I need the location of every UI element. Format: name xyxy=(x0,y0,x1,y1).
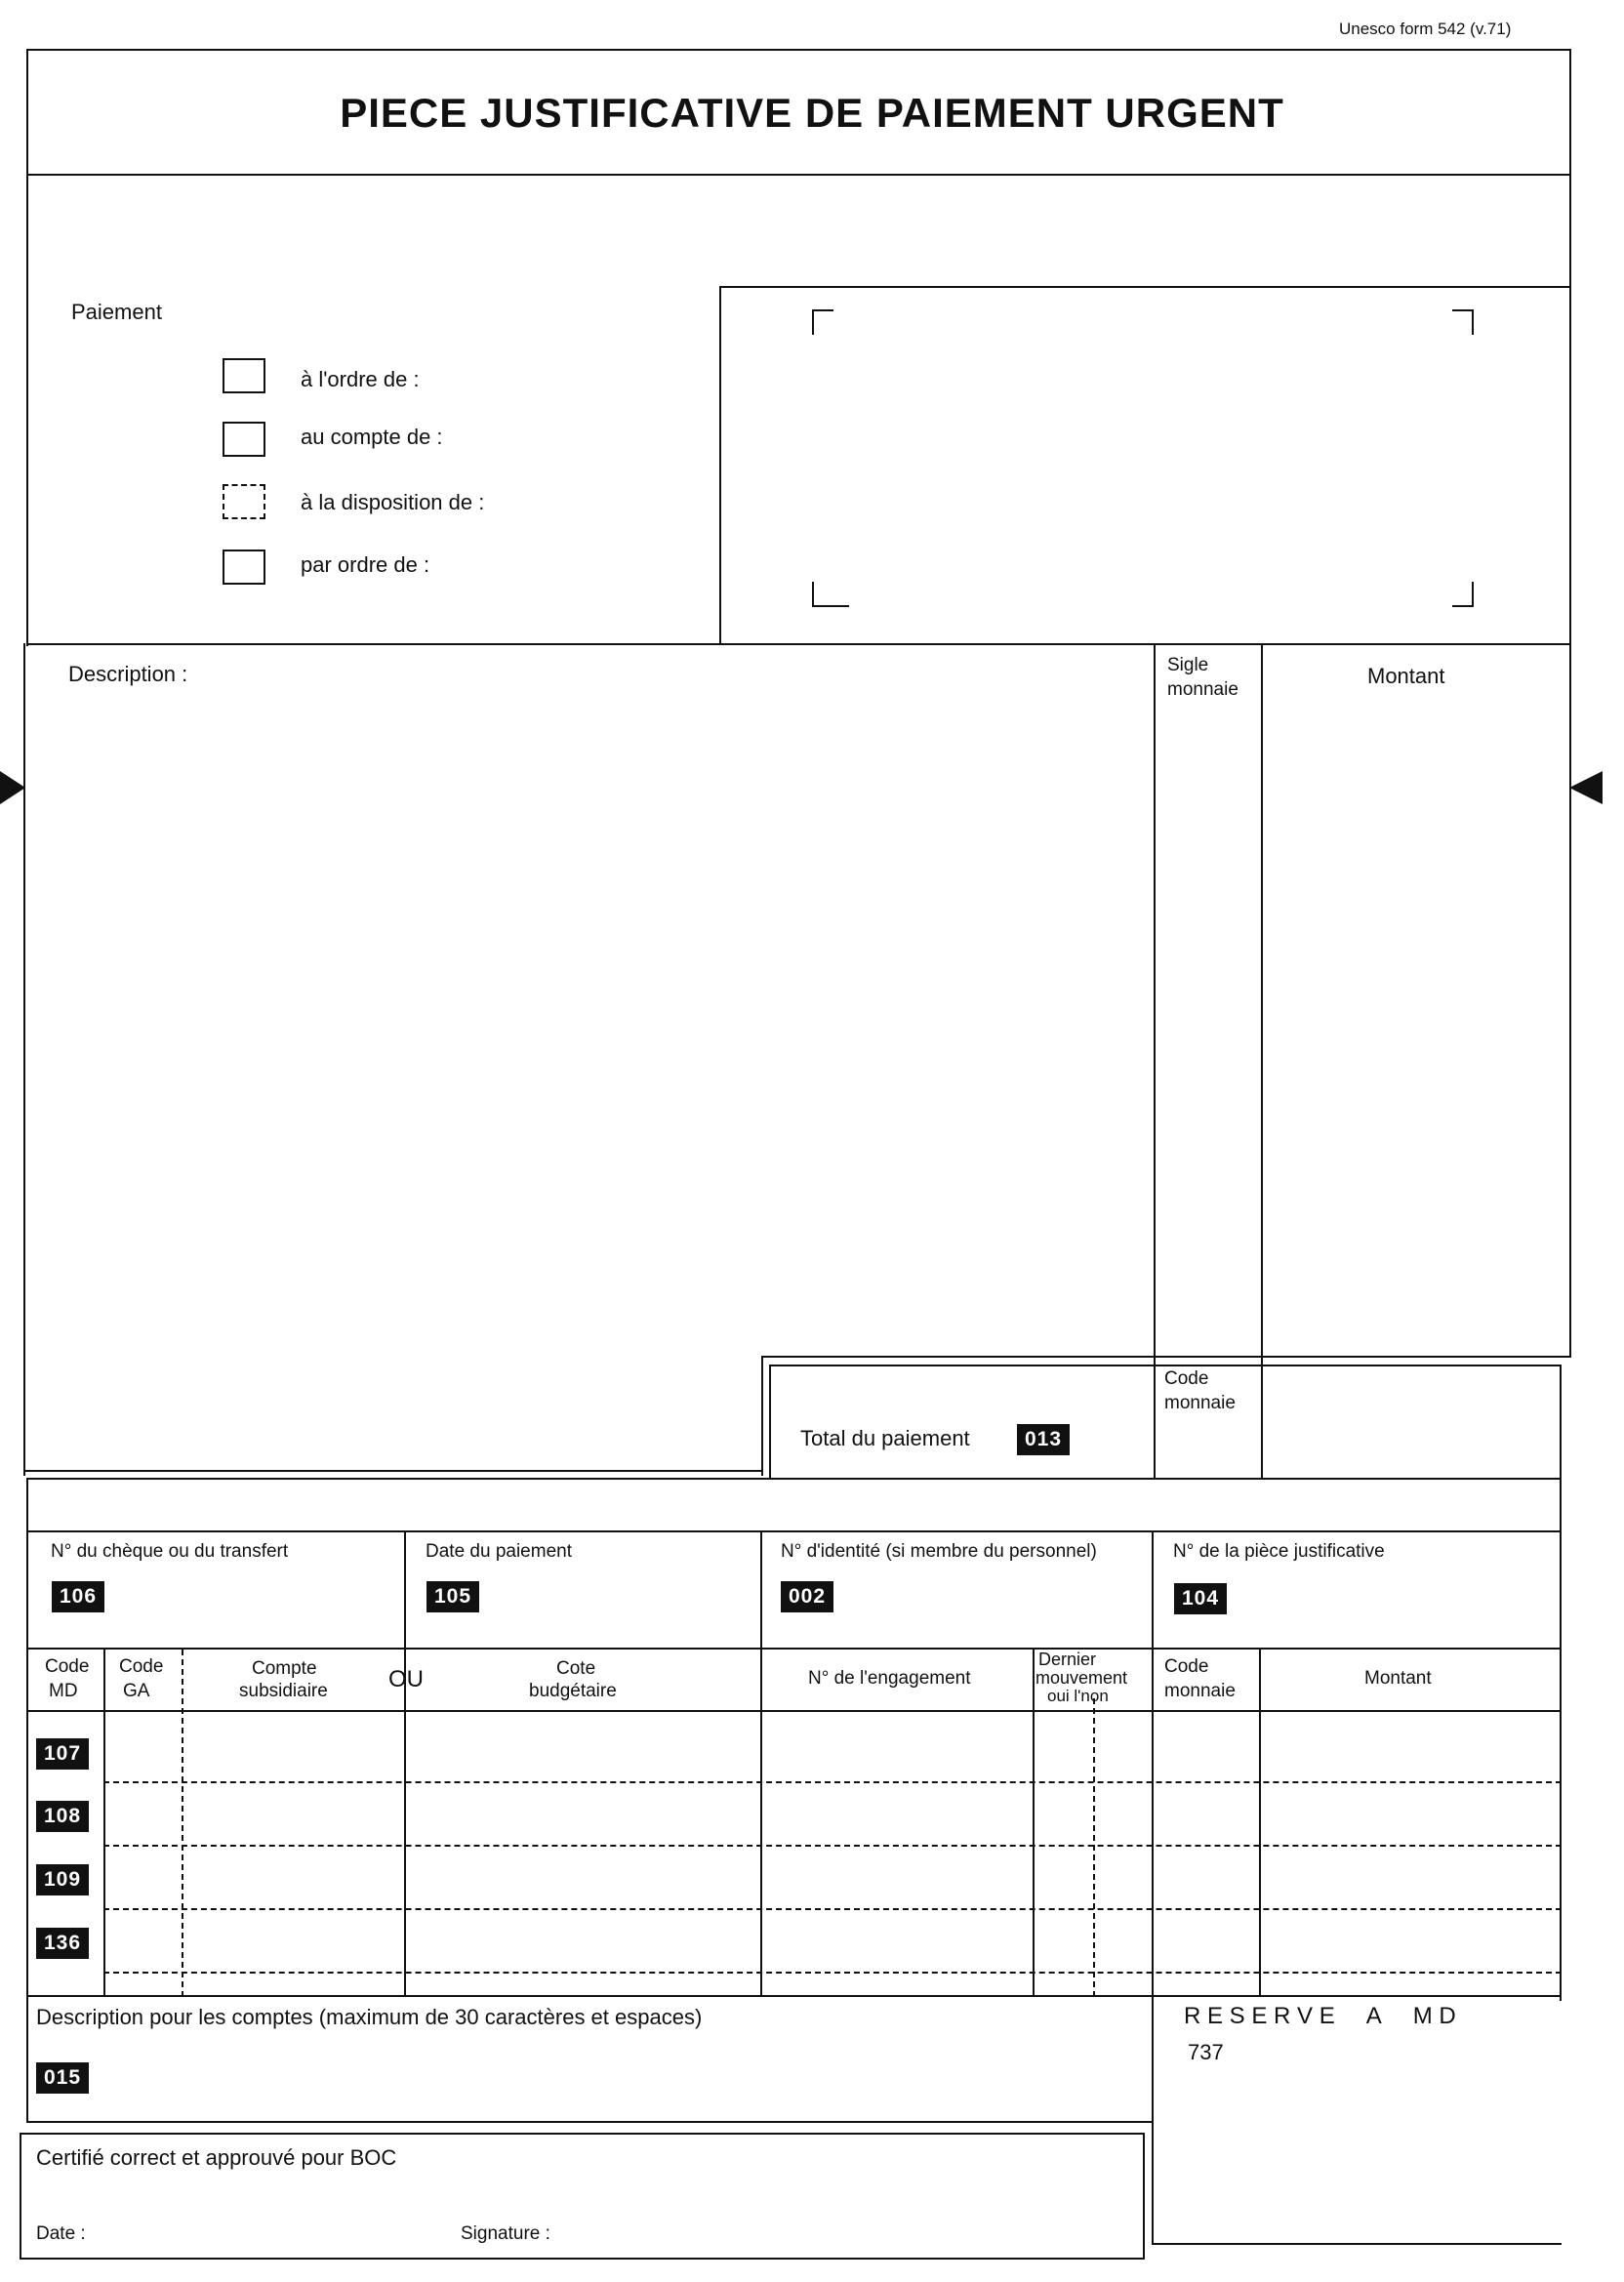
h-compte-2: subsidiaire xyxy=(239,1681,328,1701)
row-line-4 xyxy=(103,1972,1562,1974)
signature-field-label: Signature : xyxy=(461,2223,550,2244)
frame-right xyxy=(1569,49,1571,1357)
par-ordre-checkbox[interactable] xyxy=(223,550,265,585)
approval-top xyxy=(20,2133,1145,2135)
h-ou: OU xyxy=(388,1666,424,1692)
accounts-bottom xyxy=(26,2121,1152,2123)
col-line-414 xyxy=(404,1530,406,1997)
payment-divider xyxy=(26,643,1571,645)
h-montant: Montant xyxy=(1364,1668,1432,1689)
approval-bottom xyxy=(20,2258,1145,2260)
frame-top xyxy=(26,49,1571,51)
address-corner-bl xyxy=(812,582,849,607)
col-dash-186 xyxy=(182,1650,183,1997)
h-cote-2: budgétaire xyxy=(529,1681,617,1701)
col-line-1290 xyxy=(1259,1648,1261,1997)
h-engagement: N° de l'engagement xyxy=(808,1668,971,1689)
lower-top-line xyxy=(26,1478,1562,1480)
h-dernier-1: Dernier xyxy=(1038,1650,1097,1669)
address-corner-tl xyxy=(812,309,833,335)
code-monnaie-label-1: Code xyxy=(1164,1368,1209,1389)
title-divider xyxy=(26,174,1571,176)
reserve-left xyxy=(1152,1995,1154,2245)
h-code-md-2: MD xyxy=(49,1681,78,1701)
date-field-label: Date : xyxy=(36,2223,86,2244)
approval-left xyxy=(20,2133,21,2260)
h-cote-1: Cote xyxy=(556,1658,596,1679)
total-label: Total du paiement xyxy=(800,1426,970,1450)
address-box-top xyxy=(719,286,1571,288)
par-ordre-label: par ordre de : xyxy=(301,552,430,577)
col-line-106 xyxy=(103,1648,105,1997)
ordre-label: à l'ordre de : xyxy=(301,367,420,391)
row-code-136: 136 xyxy=(36,1928,89,1959)
sigle-col-line xyxy=(1154,643,1156,1479)
h-dernier-3: oui l'non xyxy=(1047,1687,1109,1705)
cheque-code: 106 xyxy=(52,1581,104,1612)
ordre-checkbox[interactable] xyxy=(223,358,265,393)
payment-label: Paiement xyxy=(71,300,162,324)
identite-label: N° d'identité (si membre du personnel) xyxy=(781,1541,1097,1562)
right-arrow-icon xyxy=(1569,771,1603,804)
sigle-label-2: monnaie xyxy=(1167,679,1238,700)
row-code-109: 109 xyxy=(36,1864,89,1895)
address-corner-tr xyxy=(1452,309,1474,335)
h-code-ga-1: Code xyxy=(119,1656,164,1677)
montant-col-line xyxy=(1261,643,1263,1479)
compte-label: au compte de : xyxy=(301,425,443,449)
h-code-ga-2: GA xyxy=(123,1681,150,1701)
date-label: Date du paiement xyxy=(426,1541,572,1562)
sigle-label-1: Sigle xyxy=(1167,655,1209,675)
frame-left-mid xyxy=(23,643,25,1476)
disposition-label: à la disposition de : xyxy=(301,490,485,514)
col-line-779 xyxy=(760,1530,762,1997)
description-bottom xyxy=(23,1470,763,1472)
h-code-monnaie-2: monnaie xyxy=(1164,1681,1236,1701)
accounts-label: Description pour les comptes (maximum de 30 caractères et espaces) xyxy=(36,2005,703,2029)
table-right-inner xyxy=(1560,1365,1562,2001)
row-code-108: 108 xyxy=(36,1801,89,1832)
description-label: Description : xyxy=(68,662,188,686)
reserve-label: R E S E R V E A M D xyxy=(1184,2003,1456,2029)
form-id: Unesco form 542 (v.71) xyxy=(1339,20,1512,38)
accounts-code: 015 xyxy=(36,2062,89,2094)
total-code: 013 xyxy=(1017,1424,1070,1455)
compte-checkbox[interactable] xyxy=(223,422,265,457)
approval-right xyxy=(1143,2133,1145,2260)
col-line-1180 xyxy=(1152,1530,1154,1997)
date-code: 105 xyxy=(426,1581,479,1612)
row-line-3 xyxy=(103,1908,1562,1910)
h-code-md-1: Code xyxy=(45,1656,90,1677)
cheque-label: N° du chèque ou du transfert xyxy=(51,1541,289,1562)
h-dernier-2: mouvement xyxy=(1035,1668,1128,1688)
total-box-top-inner xyxy=(769,1365,1562,1366)
h-compte-1: Compte xyxy=(252,1658,317,1679)
frame-left-top xyxy=(26,49,28,646)
row-line-1 xyxy=(103,1781,1562,1783)
h-code-monnaie-1: Code xyxy=(1164,1656,1209,1677)
left-arrow-icon xyxy=(0,771,25,804)
reserve-bottom xyxy=(1152,2243,1562,2245)
table-bottom xyxy=(26,1995,1562,1997)
approval-label: Certifié correct et approuvé pour BOC xyxy=(36,2145,397,2170)
montant-label: Montant xyxy=(1367,664,1445,688)
ids-top-line xyxy=(26,1530,1562,1532)
lower-left-line xyxy=(26,1478,28,2122)
row-code-107: 107 xyxy=(36,1738,89,1770)
address-box-left xyxy=(719,286,721,644)
row-line-2 xyxy=(103,1845,1562,1847)
address-corner-br xyxy=(1452,582,1474,607)
disposition-checkbox[interactable] xyxy=(223,484,265,519)
page-title: PIECE JUSTIFICATIVE DE PAIEMENT URGENT xyxy=(340,90,1284,136)
reserve-number: 737 xyxy=(1188,2040,1224,2064)
piece-label: N° de la pièce justificative xyxy=(1173,1541,1385,1562)
total-box-top-outer xyxy=(761,1356,1571,1358)
col-line-1058 xyxy=(1033,1648,1035,1997)
identite-code: 002 xyxy=(781,1581,833,1612)
table-header-bottom xyxy=(26,1710,1562,1712)
total-box-left xyxy=(761,1356,763,1476)
col-dash-1120 xyxy=(1093,1698,1095,1997)
table-header-top xyxy=(26,1648,1562,1650)
code-monnaie-label-2: monnaie xyxy=(1164,1393,1236,1413)
piece-code: 104 xyxy=(1174,1583,1227,1614)
total-box-left-inner xyxy=(769,1365,771,1479)
